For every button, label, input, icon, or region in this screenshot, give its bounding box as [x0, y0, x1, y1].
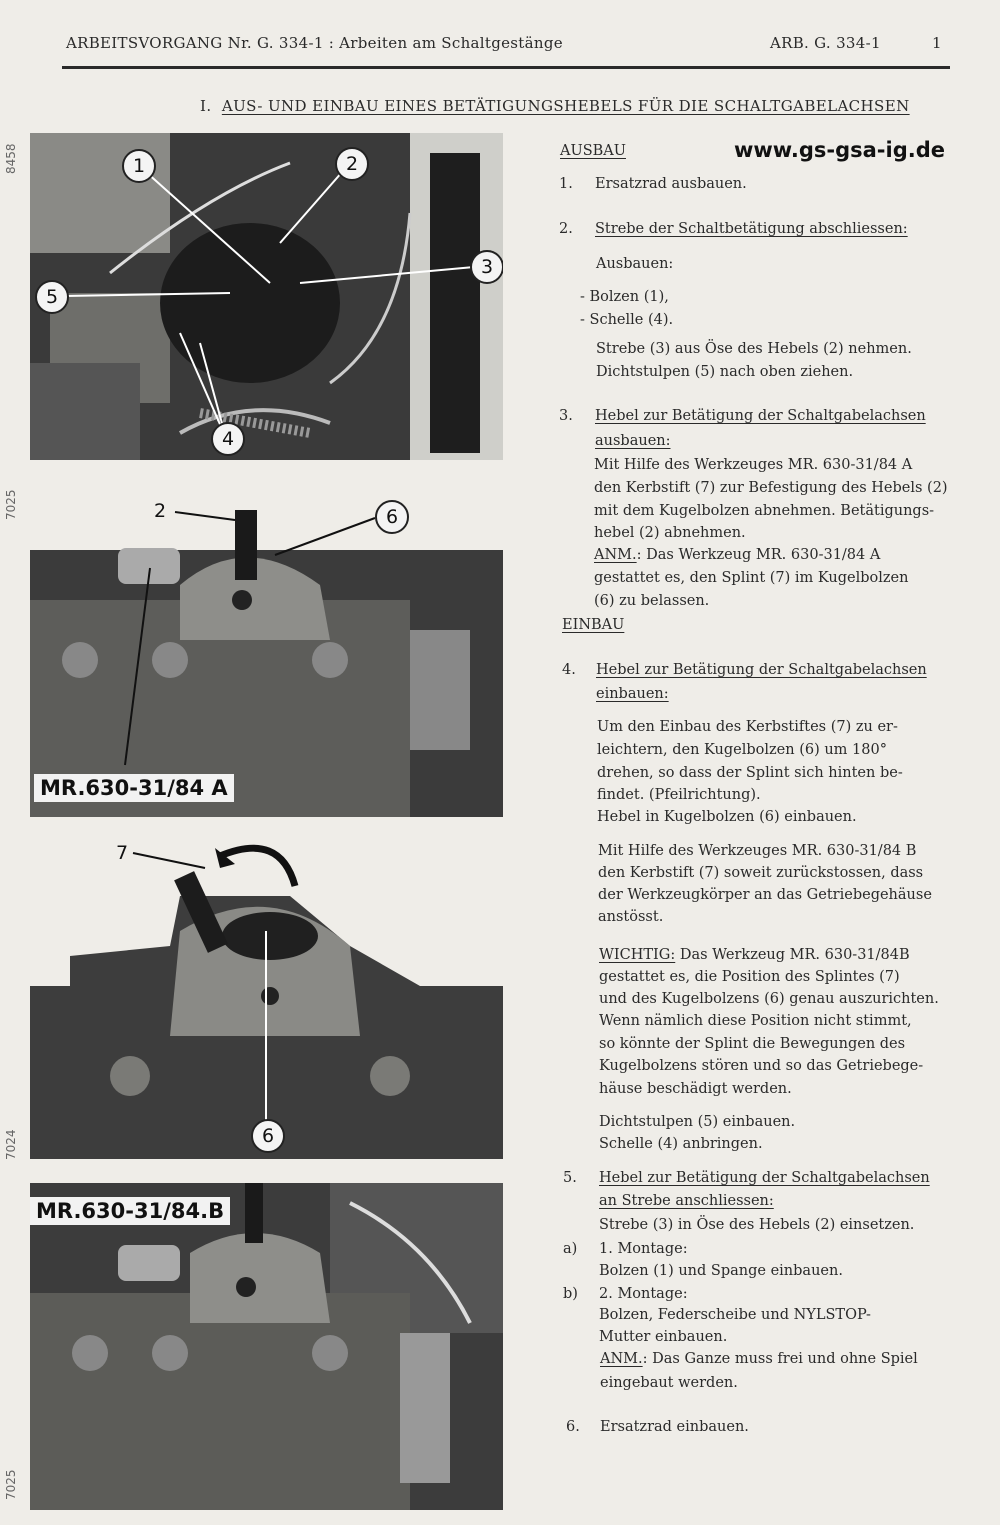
step-4-line: Um den Einbau des Kerbstiftes (7) zu er- — [597, 719, 898, 735]
step-4-line: leichtern, den Kugelbolzen (6) um 180° — [597, 742, 887, 758]
callout-6: 6 — [251, 1119, 285, 1153]
step-4-line: drehen, so dass der Splint sich hinten be- — [597, 765, 903, 781]
website-watermark: www.gs-gsa-ig.de — [734, 138, 945, 162]
step-3-line: hebel (2) abnehmen. — [594, 525, 746, 541]
callout-1: 1 — [122, 149, 156, 183]
step-4-line: gestattet es, die Position des Splintes (7) — [599, 969, 900, 985]
step-5-line: Strebe (3) in Öse des Hebels (2) einsetzen. — [599, 1217, 915, 1233]
step-5-note — [600, 1348, 918, 1371]
important-text: Das Werkzeug MR. 630-31/84B — [679, 947, 910, 963]
step-2-title: Strebe der Schaltbetätigung abschliessen: — [595, 221, 908, 237]
step-5-line: eingebaut werden. — [600, 1375, 738, 1391]
step-4-line: Dichtstulpen (5) einbauen. — [599, 1114, 796, 1130]
header-rule — [62, 66, 950, 69]
step-4-title: Hebel zur Betätigung der Schaltgabelachsen — [596, 662, 927, 678]
callout-2: 2 — [154, 500, 167, 522]
step-6-text: Ersatzrad einbauen. — [600, 1419, 749, 1435]
step-3-line: gestattet es, den Splint (7) im Kugelbolzen — [594, 570, 909, 586]
step-3-line: mit dem Kugelbolzen abnehmen. Betätigungs- — [594, 503, 935, 519]
step-5-sub-a: a) — [563, 1241, 578, 1257]
callout-3: 3 — [470, 250, 503, 284]
important-note — [599, 944, 910, 967]
step-4-line: und des Kugelbolzens (6) genau auszurichten. — [599, 991, 939, 1007]
step-3-line: Mit Hilfe des Werkzeuges MR. 630-31/84 A — [594, 457, 913, 473]
step-5-number: 5. — [563, 1170, 577, 1186]
section-title — [200, 97, 910, 115]
step-4-line: Schelle (4) anbringen. — [599, 1136, 763, 1152]
step-3-note — [594, 544, 880, 567]
step-5-line: 2. Montage: — [599, 1286, 688, 1302]
step-2-number: 2. — [559, 221, 573, 237]
callout-2: 2 — [335, 147, 369, 181]
step-6-number: 6. — [566, 1419, 580, 1435]
header-code: ARB. G. 334-1 — [770, 34, 881, 52]
step-5-line: Mutter einbauen. — [599, 1329, 728, 1345]
step-4-title: einbauen: — [596, 686, 669, 702]
step-2-bullet: - Bolzen (1), — [580, 289, 669, 305]
step-4-line: Hebel in Kugelbolzen (6) einbauen. — [597, 809, 857, 825]
step-5-line: 1. Montage: — [599, 1241, 688, 1257]
tool-label-84b: MR.630-31/84.B — [30, 1197, 230, 1225]
note-label: ANM. — [594, 547, 637, 563]
step-5-title: an Strebe anschliessen: — [599, 1193, 774, 1209]
callout-4: 4 — [211, 422, 245, 456]
side-code: 8458 — [4, 143, 18, 174]
step-1-number: 1. — [559, 176, 573, 192]
section-title-text: AUS- UND EINBAU EINES BETÄTIGUNGSHEBELS FÜR DIE SCHALTGABELACHSEN — [221, 97, 910, 115]
note-text: : Das Ganze muss frei und ohne Spiel — [642, 1351, 918, 1367]
step-4-line: findet. (Pfeilrichtung). — [597, 787, 761, 803]
step-2-line: Dichtstulpen (5) nach oben ziehen. — [596, 364, 854, 380]
step-2-sub: Ausbauen: — [596, 256, 674, 272]
step-4-line: der Werkzeugkörper an das Getriebegehäuse — [598, 887, 932, 903]
photo-tool-84a — [30, 490, 503, 817]
step-3-line: den Kerbstift (7) zur Befestigung des Hebels (2) — [594, 480, 948, 496]
note-label: ANM. — [600, 1351, 643, 1367]
photo-linkage — [30, 133, 503, 460]
step-5-title: Hebel zur Betätigung der Schaltgabelachsen — [599, 1170, 930, 1186]
note-text: : Das Werkzeug MR. 630-31/84 A — [636, 547, 881, 563]
step-3-title: ausbauen: — [595, 433, 671, 449]
tool-label-84a: MR.630-31/84 A — [34, 774, 234, 802]
step-4-line: häuse beschädigt werden. — [599, 1081, 792, 1097]
page-number: 1 — [932, 34, 942, 52]
step-2-bullet: - Schelle (4). — [580, 312, 674, 328]
side-code: 7025 — [4, 489, 18, 520]
step-1-text: Ersatzrad ausbauen. — [595, 176, 747, 192]
photo-tool-84b — [30, 1183, 503, 1510]
step-4-line: Wenn nämlich diese Position nicht stimmt, — [599, 1013, 912, 1029]
side-code: 7025 — [4, 1469, 18, 1500]
step-4-line: so könnte der Splint die Bewegungen des — [599, 1036, 906, 1052]
photo-rotate — [30, 836, 503, 1159]
step-5-line: Bolzen, Federscheibe und NYLSTOP- — [599, 1307, 871, 1323]
step-3-number: 3. — [559, 408, 573, 424]
step-3-line: (6) zu belassen. — [594, 593, 710, 609]
callout-7: 7 — [116, 842, 129, 864]
heading-einbau: EINBAU — [562, 617, 625, 633]
step-4-line: Mit Hilfe des Werkzeuges MR. 630-31/84 B — [598, 843, 917, 859]
side-code: 7024 — [4, 1129, 18, 1160]
callout-6: 6 — [375, 500, 409, 534]
section-number: I. — [200, 97, 212, 115]
step-4-number: 4. — [562, 662, 576, 678]
step-4-line: anstösst. — [598, 909, 664, 925]
important-label: WICHTIG: — [599, 947, 676, 963]
step-5-line: Bolzen (1) und Spange einbauen. — [599, 1263, 843, 1279]
step-3-title: Hebel zur Betätigung der Schaltgabelachsen — [595, 408, 926, 424]
header-title: ARBEITSVORGANG Nr. G. 334-1 : Arbeiten am Schaltgestänge — [66, 34, 563, 52]
step-5-sub-b: b) — [563, 1286, 578, 1302]
step-4-line: Kugelbolzens stören und so das Getriebege- — [599, 1058, 924, 1074]
step-4-line: den Kerbstift (7) soweit zurückstossen, dass — [598, 865, 924, 881]
heading-ausbau: AUSBAU — [560, 143, 626, 159]
callout-5: 5 — [35, 280, 69, 314]
step-2-line: Strebe (3) aus Öse des Hebels (2) nehmen. — [596, 341, 912, 357]
